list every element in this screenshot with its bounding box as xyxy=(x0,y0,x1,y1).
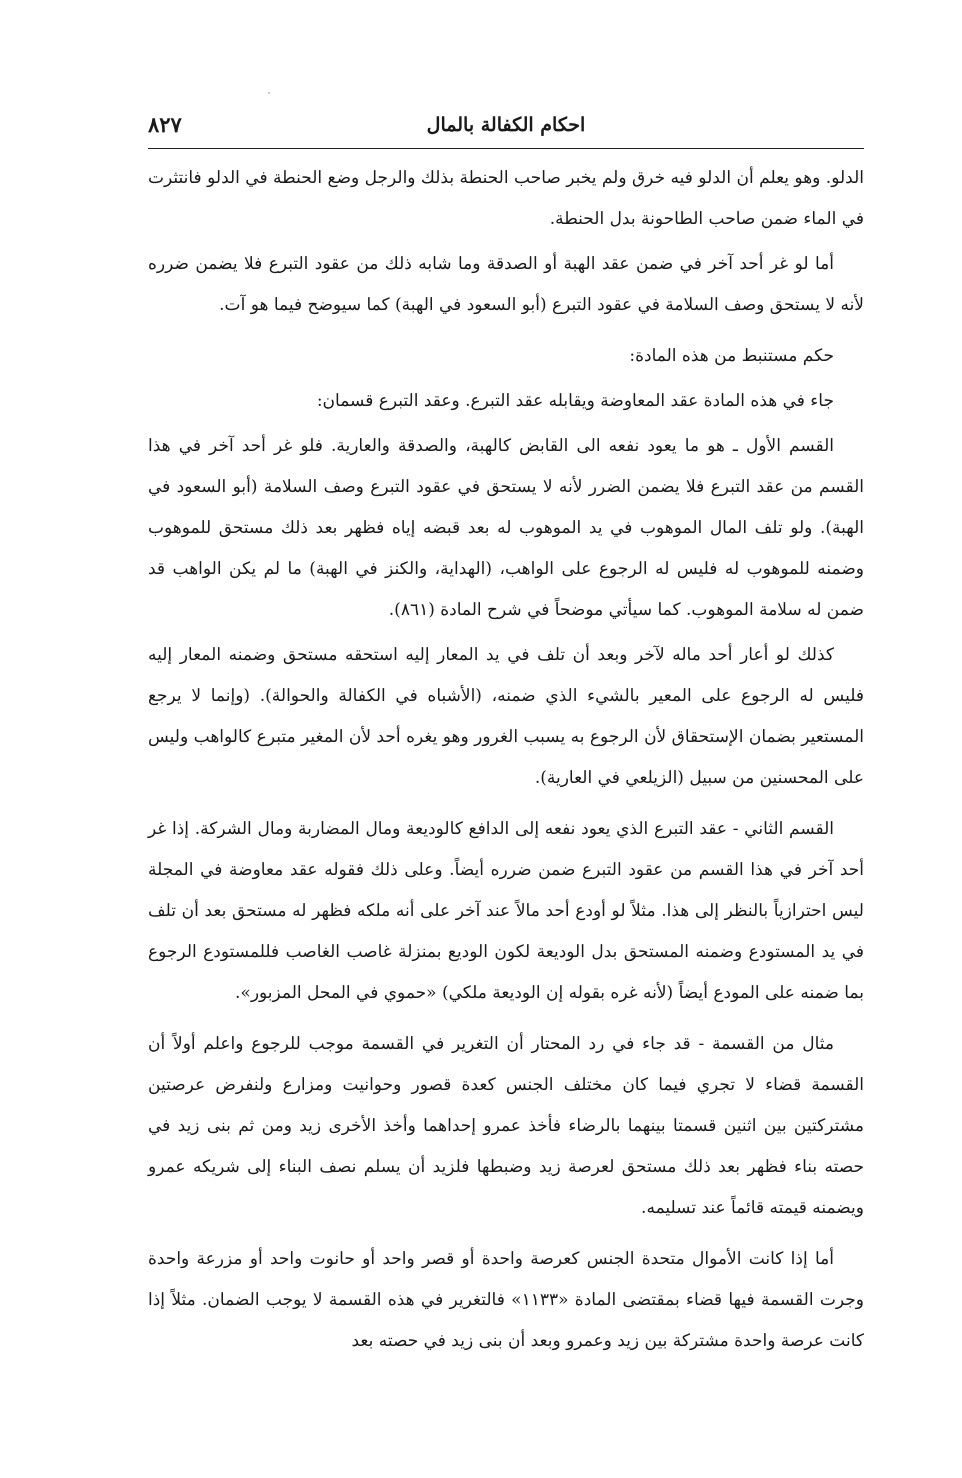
paragraph-loan: كذلك لو أعار أحد ماله لآخر وبعد أن تلف في يد المعار إليه استحقه مستحق وضمنه المعار إليه فليس له الرجوع على المعير بالشيء الذي ضمنه، (الأشباه في الكفالة والحوالة). (وإنما لا يرجع المستعير بضمان الإستحقاق لأن الرجوع به يسبب الغرور وهو يغره أحد لأن المغير متبرع كالواهب وليس على المحسنين من سبيل (الزيلعي في العارية). xyxy=(148,645,864,788)
page-number: ٨٢٧ xyxy=(148,112,182,137)
page-header xyxy=(148,112,864,146)
paragraph-two-kinds: جاء في هذه المادة عقد المعاوضة ويقابله عقد التبرع. وعقد التبرع قسمان: xyxy=(316,391,834,411)
header-rule xyxy=(148,148,864,149)
paragraph-second-kind: القسم الثاني - عقد التبرع الذي يعود نفعه إلى الدافع كالوديعة ومال المضاربة ومال الشركة. إذا غر أحد آخر في هذا القسم من عقود التبرع ضمن ضرره أيضاً. وعلى ذلك فقوله عقد معاوضة في المجلة ليس احترازياً بالنظر إلى هذا. مثلاً لو أودع أحد مالاً عند آخر على أنه ملكه فظهر له مستحق بعد أن تلف في يد المستودع وضمنه المستحق بدل الوديعة لكون الوديع بمنزلة غاصب الغاصب فللمستودع الرجوع بما ضمنه على المودع أيضاً (لأنه غره بقوله إن الوديعة ملكي) «حموي في المحل المزبور». xyxy=(148,819,864,1003)
section-heading: حكم مستنبط من هذه المادة: xyxy=(629,346,834,366)
paragraph-gift-deceit: أما لو غر أحد آخر في ضمن عقد الهبة أو الصدقة وما شابه ذلك من عقود التبرع فلا يضمن ضرره لأنه لا يستحق وصف السلامة في عقود التبرع (أبو السعود في الهبة) كما سيوضح فيما هو آت. xyxy=(148,254,864,315)
paragraph-first-kind: القسم الأول ـ هو ما يعود نفعه الى القابض كالهبة، والصدقة والعارية. فلو غر أحد آخر في هذا القسم من عقد التبرع فلا يضمن الضرر لأنه لا يستحق في عقود التبرع وصف السلامة (أبو السعود في الهبة). ولو تلف المال الموهوب في يد الموهوب له بعد قبضه إياه فظهر بعد ذلك مستحق للموهوب وضمنه للموهوب له فليس له الرجوع على الواهب، (الهداية، والكنز في الهبة) ما لم يكن الواهب قد ضمن له سلامة الموهوب. كما سيأتي موضحاً في شرح المادة (٨٦١). xyxy=(148,436,864,620)
paragraph-continuation: الدلو. وهو يعلم أن الدلو فيه خرق ولم يخبر صاحب الحنطة بذلك والرجل وضع الحنطة في الدلو فانتثرت في الماء ضمن صاحب الطاحونة بدل الحنطة. xyxy=(148,168,864,229)
running-title: احكام الكفالة بالمال xyxy=(426,114,586,136)
paragraph-same-kind: أما إذا كانت الأموال متحدة الجنس كعرصة واحدة أو قصر واحد أو حانوت واحد أو مزرعة واحدة وجرت القسمة فيها قضاء بمقتضى المادة «١١٣٣» فالتغرير في هذه القسمة لا يوجب الضمان. مثلاً إذا كانت عرصة واحدة مشتركة بين زيد وعمرو وبعد أن بنى زيد في حصته بعد xyxy=(148,1249,864,1351)
page-body xyxy=(148,158,864,1372)
paragraph-division-example: مثال من القسمة - قد جاء في رد المحتار أن التغرير في القسمة موجب للرجوع واعلم أولاً أن القسمة قضاء لا تجري فيما كان مختلف الجنس كعدة قصور وحوانيت ومزارع ولنفرض عرصتين مشتركتين بين اثنين قسمتا بينهما بالرضاء فأخذ عمرو إحداهما وأخذ الأخرى زيد ومن ثم بنى زيد في حصته بناء فظهر بعد ذلك مستحق لعرصة زيد وضبطها فلزيد أن يسلم نصف البناء إلى شريكه عمرو ويضمنه قيمته قائماً عند تسليمه. xyxy=(148,1034,864,1218)
scan-speck xyxy=(268,92,270,94)
